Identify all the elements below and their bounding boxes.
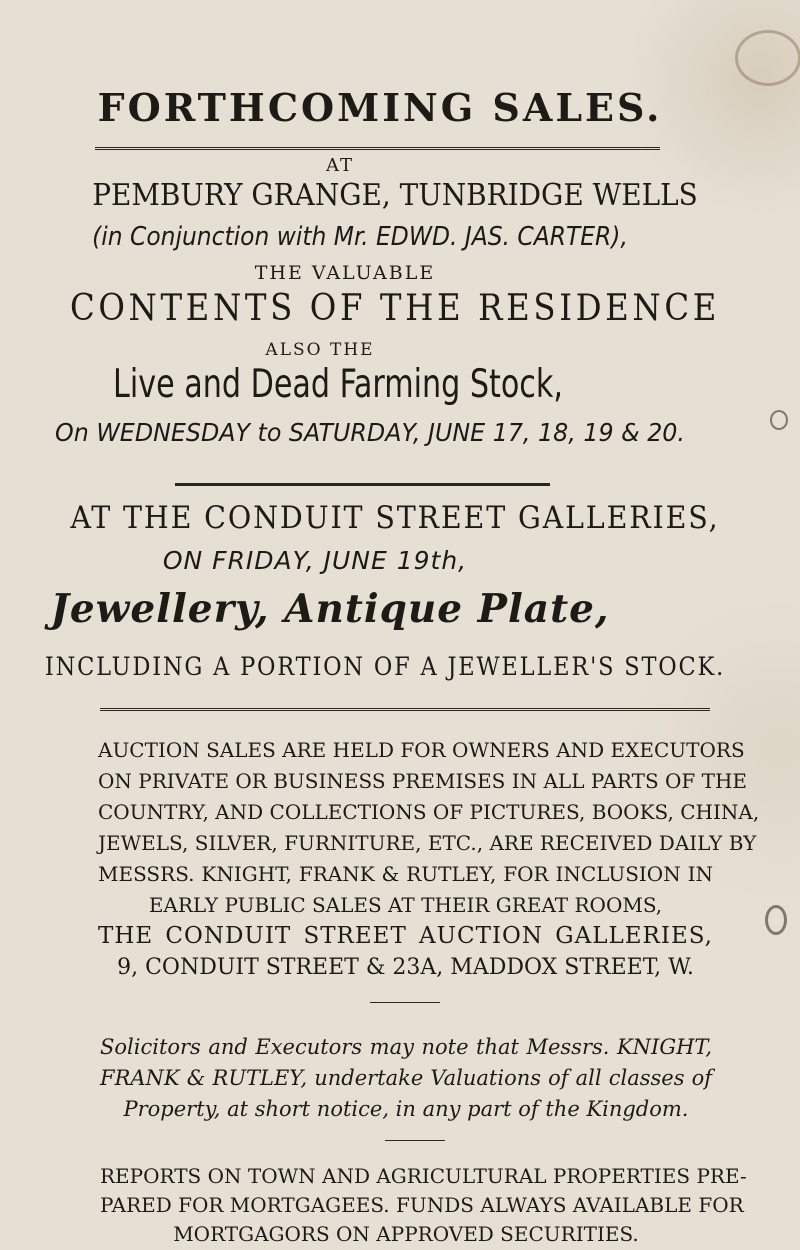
notice-line: AUCTION SALES ARE HELD FOR OWNERS AND EXECUTORS	[98, 738, 745, 762]
title-rule	[95, 147, 660, 152]
paper-stain	[770, 410, 788, 430]
notice-line: PARED FOR MORTGAGEES. FUNDS ALWAYS AVAILABLE FOR	[100, 1193, 744, 1217]
sale-one-the-valuable: THE VALUABLE	[254, 262, 436, 284]
sale-one-conjunction: (in Conjunction with Mr. EDWD. JAS. CARTER),	[92, 222, 628, 252]
sale-one-contents: CONTENTS OF THE RESIDENCE	[69, 288, 721, 329]
notice-line: MORTGAGORS ON APPROVED SECURITIES.	[173, 1222, 639, 1246]
page-title: FORTHCOMING SALES.	[97, 85, 663, 130]
sale-two-date: ON FRIDAY, JUNE 19th,	[162, 546, 468, 575]
paper-stain	[765, 905, 787, 935]
section-rule-1	[175, 483, 550, 486]
auction-notice	[98, 735, 760, 983]
notice-line: Solicitors and Executors may note that Messrs. KNIGHT,	[100, 1035, 712, 1059]
notice-line: REPORTS ON TOWN AND AGRICULTURAL PROPERTIES PRE-	[100, 1164, 747, 1188]
sale-one-dates: On WEDNESDAY to SATURDAY, JUNE 17, 18, 19 & 20.	[55, 418, 685, 447]
notice-line: MESSRS. KNIGHT, FRANK & RUTLEY, FOR INCLUSION IN	[98, 862, 713, 886]
paper-stain	[735, 30, 800, 86]
section-rule-3	[370, 1002, 440, 1003]
sale-one-also-the: ALSO THE	[265, 340, 375, 360]
notice-line: EARLY PUBLIC SALES AT THEIR GREAT ROOMS,	[148, 893, 663, 917]
section-rule-2	[100, 708, 710, 713]
sale-two-items: Jewellery, Antique Plate,	[50, 586, 610, 632]
reports-notice	[100, 1162, 747, 1249]
sale-two-including: INCLUDING A PORTION OF A JEWELLER'S STOCK.	[44, 652, 726, 681]
sale-one-location: PEMBURY GRANGE, TUNBRIDGE WELLS	[92, 178, 698, 213]
notice-line: THE CONDUIT STREET AUCTION GALLERIES,	[98, 923, 713, 949]
sale-one-at: AT	[325, 155, 355, 176]
sale-one-stock: Live and Dead Farming Stock,	[113, 362, 563, 407]
notice-line: JEWELS, SILVER, FURNITURE, ETC., ARE RECEIVED DAILY BY	[98, 831, 757, 855]
notice-line: Property, at short notice, in any part of the Kingdom.	[123, 1097, 689, 1121]
notice-line: COUNTRY, AND COLLECTIONS OF PICTURES, BOOKS, CHINA,	[98, 800, 760, 824]
notice-line: 9, CONDUIT STREET & 23A, MADDOX STREET, W.	[117, 955, 694, 980]
notice-line: FRANK & RUTLEY, undertake Valuations of all classes of	[100, 1066, 712, 1090]
solicitors-notice	[100, 1032, 712, 1125]
section-rule-4	[385, 1140, 445, 1141]
notice-line: ON PRIVATE OR BUSINESS PREMISES IN ALL PARTS OF THE	[98, 769, 748, 793]
sale-two-location: AT THE CONDUIT STREET GALLERIES,	[70, 500, 720, 536]
